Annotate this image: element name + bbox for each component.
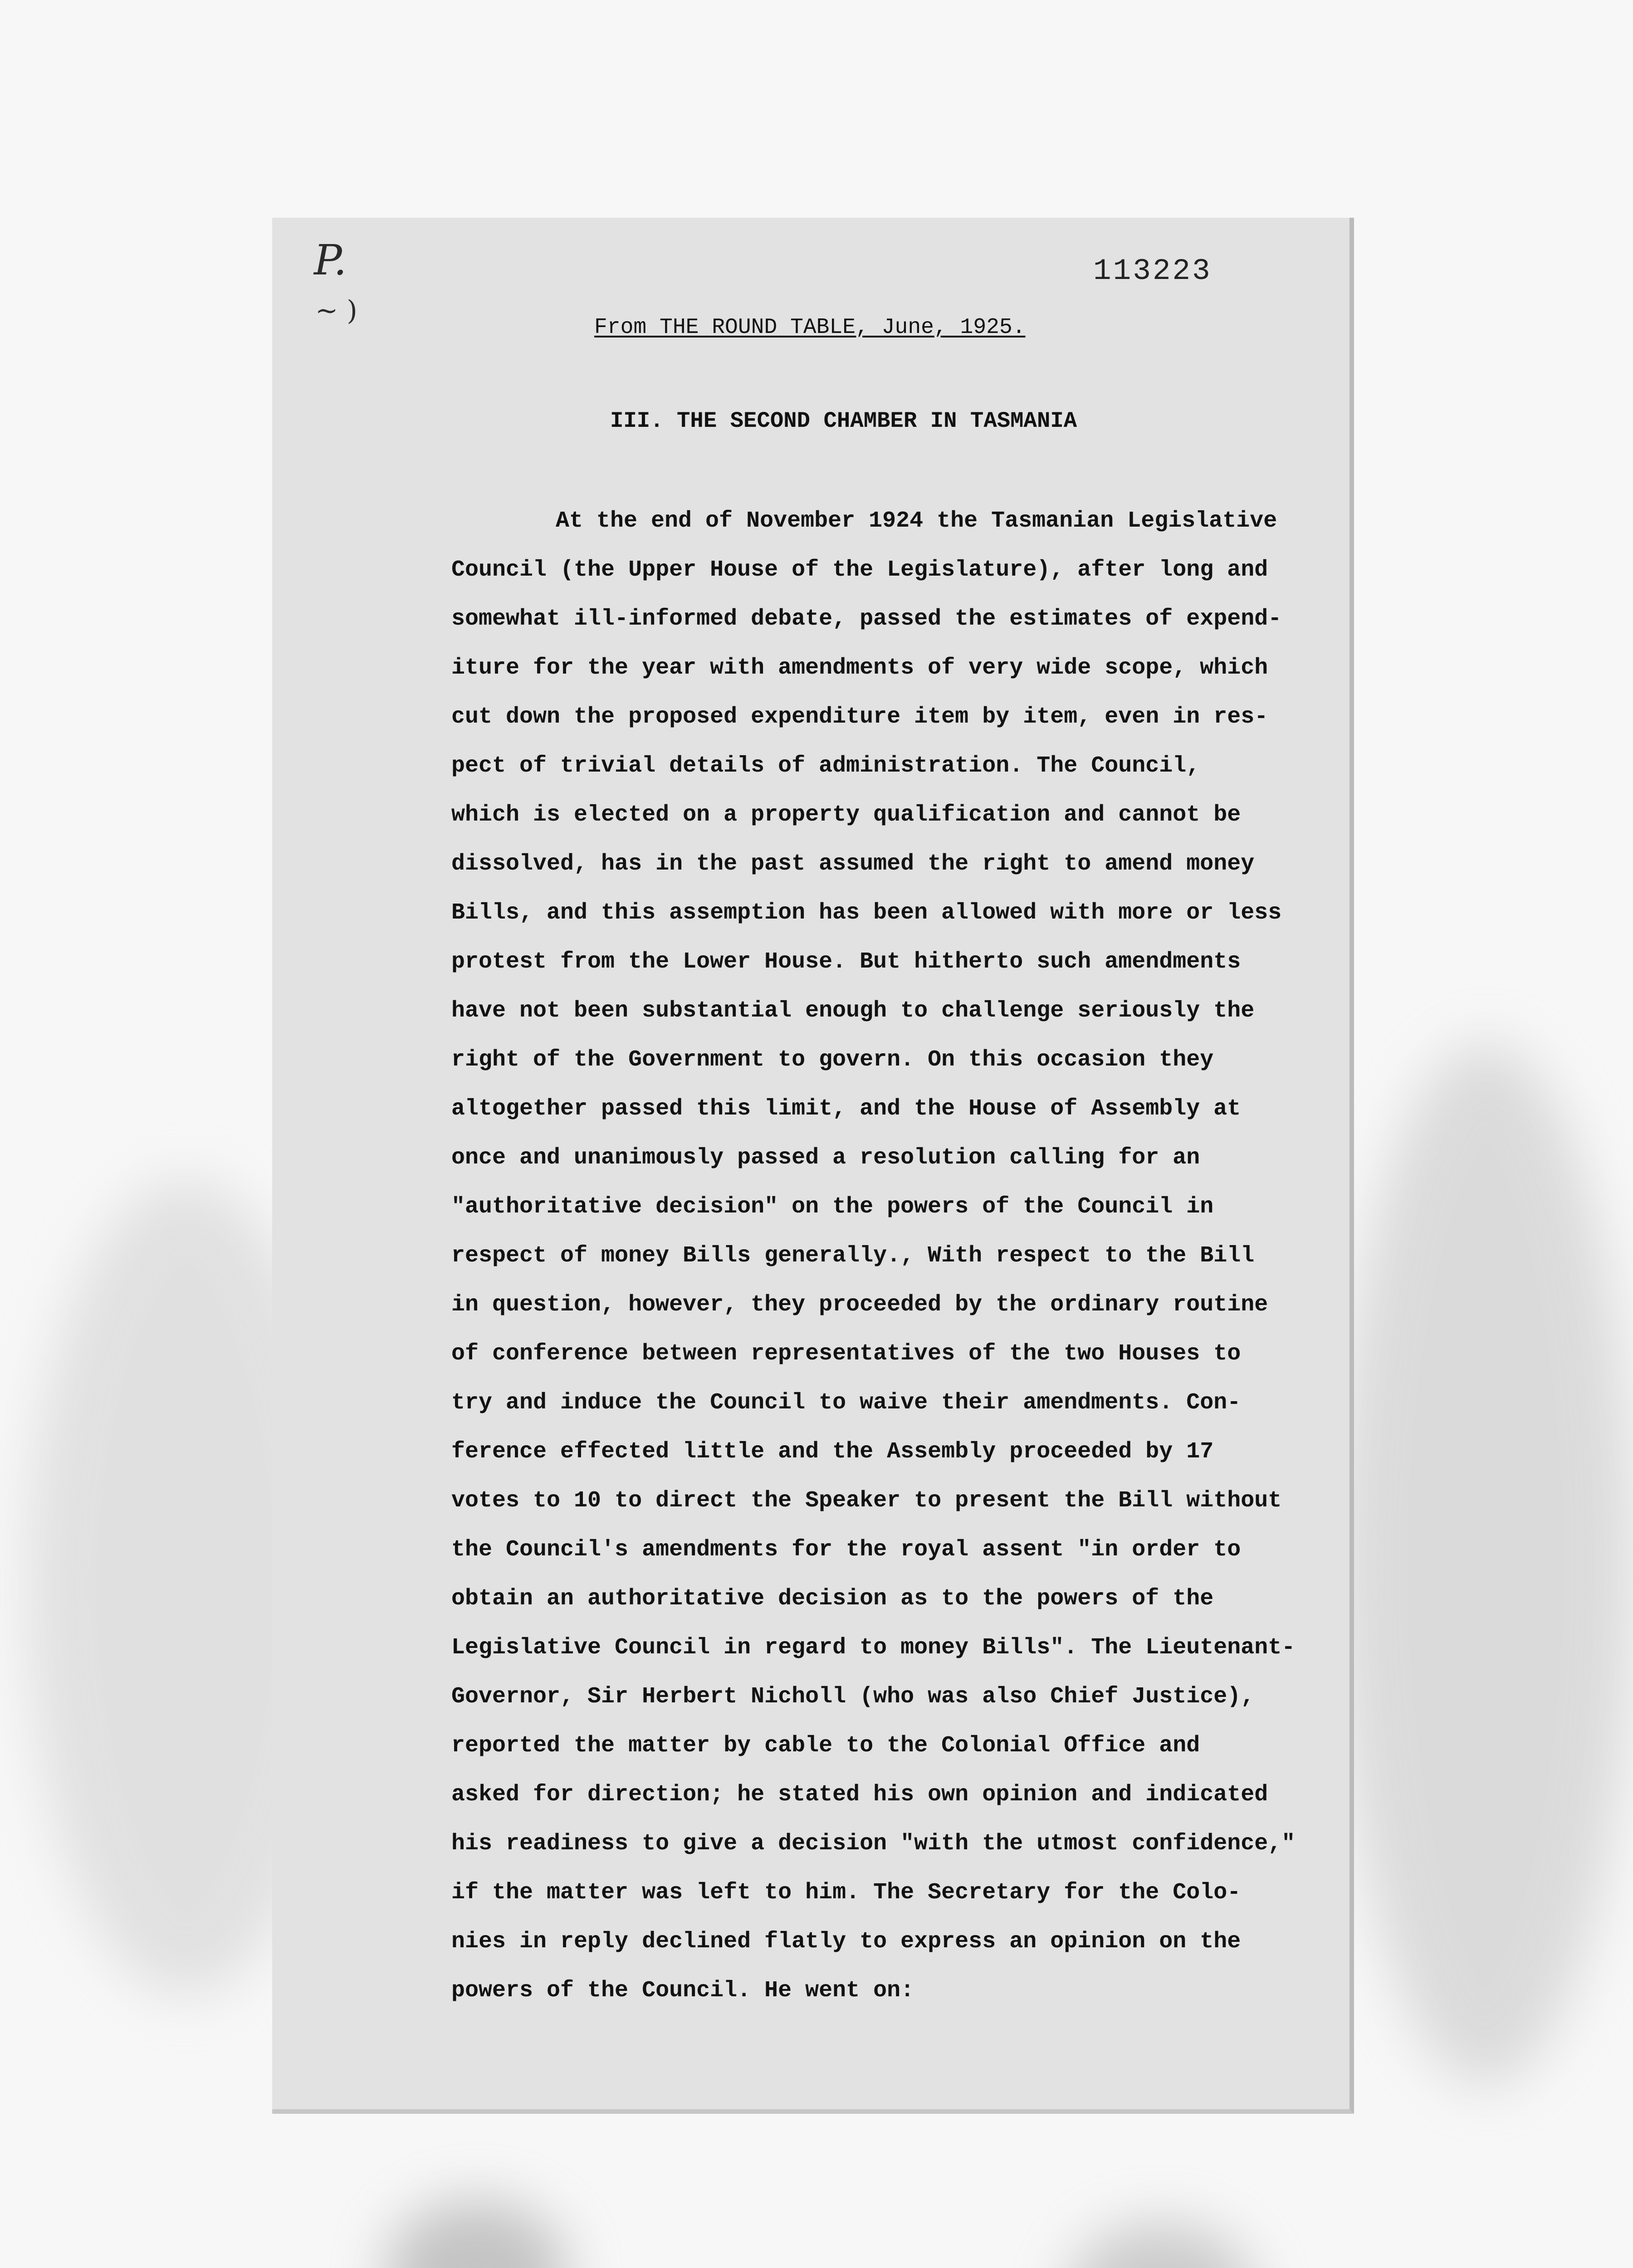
body-line: try and induce the Council to waive their amendments. Con-	[451, 1390, 1241, 1416]
document-number: 113223	[1093, 254, 1212, 288]
body-line: votes to 10 to direct the Speaker to present the Bill without	[451, 1488, 1282, 1514]
document-sheet	[272, 218, 1354, 2114]
body-line: respect of money Bills generally., With respect to the Bill	[451, 1243, 1255, 1269]
body-line: obtain an authoritative decision as to the powers of the	[451, 1586, 1214, 1612]
body-line: have not been substantial enough to challenge seriously the	[451, 998, 1255, 1024]
body-line: iture for the year with amendments of very wide scope, which	[451, 655, 1268, 681]
body-line: At the end of November 1924 the Tasmanian Legislative	[556, 508, 1277, 534]
body-line: Governor, Sir Herbert Nicholl (who was also Chief Justice),	[451, 1684, 1255, 1710]
body-line: of conference between representatives of the two Houses to	[451, 1341, 1241, 1367]
body-line: Council (the Upper House of the Legislature), after long and	[451, 557, 1268, 583]
body-line: reported the matter by cable to the Colonial Office and	[451, 1733, 1200, 1759]
body-line: powers of the Council. He went on:	[451, 1978, 914, 2004]
body-line: somewhat ill-informed debate, passed the estimates of expend-	[451, 606, 1282, 632]
body-line: once and unanimously passed a resolution calling for an	[451, 1145, 1200, 1171]
body-line: if the matter was left to him. The Secretary for the Colo-	[451, 1880, 1241, 1906]
article-heading: III. THE SECOND CHAMBER IN TASMANIA	[610, 408, 1077, 434]
body-line: Bills, and this assemption has been allowed with more or less	[451, 900, 1282, 926]
body-line: which is elected on a property qualification and cannot be	[451, 802, 1241, 828]
body-line: cut down the proposed expenditure item by item, even in res-	[451, 704, 1268, 730]
body-line: the Council's amendments for the royal assent "in order to	[451, 1537, 1241, 1563]
body-line: protest from the Lower House. But hitherto such amendments	[451, 949, 1241, 975]
body-line: dissolved, has in the past assumed the right to amend money	[451, 851, 1255, 877]
body-line: his readiness to give a decision "with the utmost confidence,"	[451, 1831, 1296, 1857]
source-line: From THE ROUND TABLE, June, 1925.	[594, 315, 1026, 340]
handwritten-mark: P.	[314, 236, 347, 284]
body-line: in question, however, they proceeded by the ordinary routine	[451, 1292, 1268, 1318]
body-line: Legislative Council in regard to money Bills". The Lieutenant-	[451, 1635, 1296, 1661]
article-body	[451, 497, 1336, 2015]
body-line: ference effected little and the Assembly proceeded by 17	[451, 1439, 1214, 1465]
shadow-smudge	[1338, 1043, 1633, 2087]
body-line: "authoritative decision" on the powers of the Council in	[451, 1194, 1214, 1220]
body-line: nies in reply declined flatly to express an opinion on the	[451, 1929, 1241, 1955]
body-line: asked for direction; he stated his own opinion and indicated	[451, 1782, 1268, 1808]
handwritten-tick: ~ )	[315, 295, 357, 327]
body-line: right of the Government to govern. On this occasion they	[451, 1047, 1214, 1073]
body-line: altogether passed this limit, and the House of Assembly at	[451, 1096, 1241, 1122]
body-line: pect of trivial details of administration. The Council,	[451, 753, 1200, 779]
